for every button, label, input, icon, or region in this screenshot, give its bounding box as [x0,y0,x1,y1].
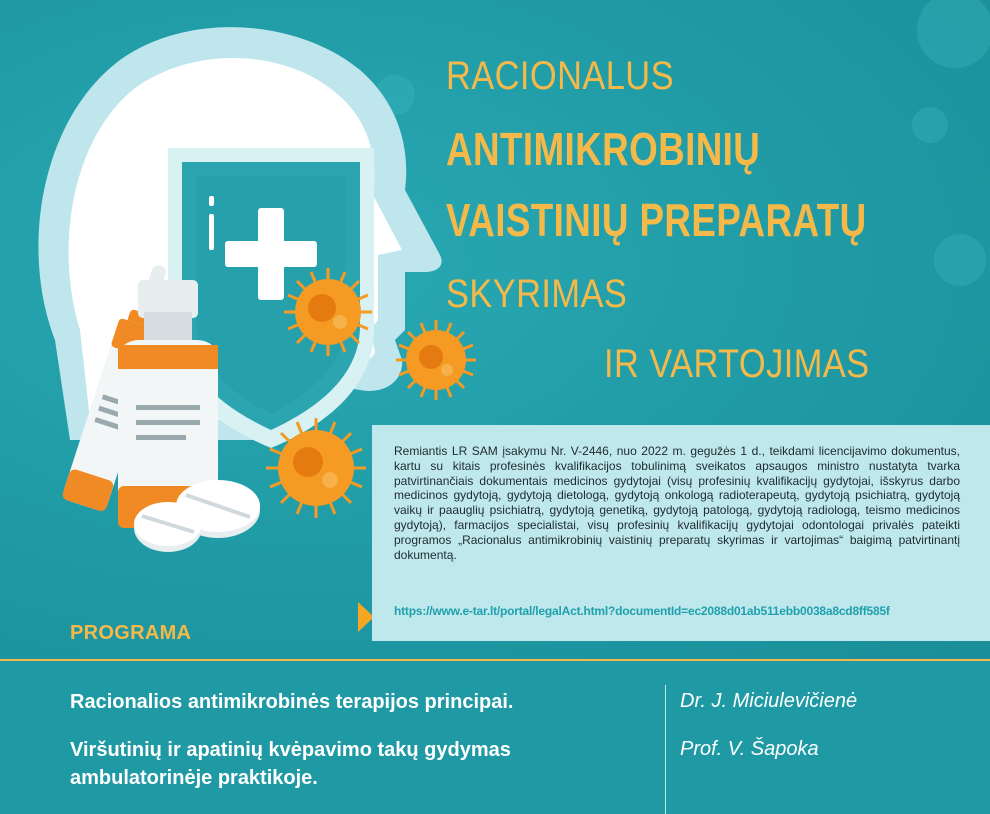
title-line-2: ANTIMIKROBINIŲ [446,123,761,175]
section-label: PROGRAMA [70,622,192,644]
program-item-speaker: Dr. J. Miciulevičienė [680,690,858,712]
legal-act-link[interactable]: https://www.e-tar.lt/portal/legalAct.html?documentId=ec2088d01ab511ebb0038a8cd8ff585f [394,604,890,618]
program-item-speaker: Prof. V. Šapoka [680,738,819,760]
section-divider [0,659,990,661]
title-line-5: IR VARTOJIMAS [604,342,870,386]
program-item-title: Viršutinių ir apatinių kvėpavimo takų gydymas ambulatorinėje praktikoje. [70,739,511,789]
title-line-4: SKYRIMAS [446,272,628,316]
program-item-title: Racionalios antimikrobinės terapijos principai. [70,691,514,713]
column-divider [665,685,666,814]
info-box [372,425,990,641]
info-text: Remiantis LR SAM įsakymu Nr. V-2446, nuo 2022 m. gegužės 1 d., teikdami licencijavimo dokumentus, kartu su kitais profesinės kvalifikacijos tobulinimą sveikatos apsaugos ministro nustatyta tvarka patvirtinančiais dokumentais medicinos gydytojai (visų profesinių kvalifikacijų gydytojai, išskyrus darbo medicinos gydytoją, gydytoją dietologą, gydytoją onkologą radioterapeutą, gydytoją psichiatrą, gydytoją vaikų ir paauglių psichiatrą, gydytoją genetiką, gydytoją patologą, gydytoją radiologą, teismo medicinos gydytoją), farmacijos specialistai, visų profesinių kvalifikacijų gydytojai odontologai privalės pateikti programos „Racionalus antimikrobinių vaistinių preparatų skyrimas ir vartojimas“ baigimą patvirtinantį dokumentą. [394,444,960,562]
title-line-3: VAISTINIŲ PREPARATŲ [446,194,867,246]
title-line-1: RACIONALUS [446,54,674,98]
